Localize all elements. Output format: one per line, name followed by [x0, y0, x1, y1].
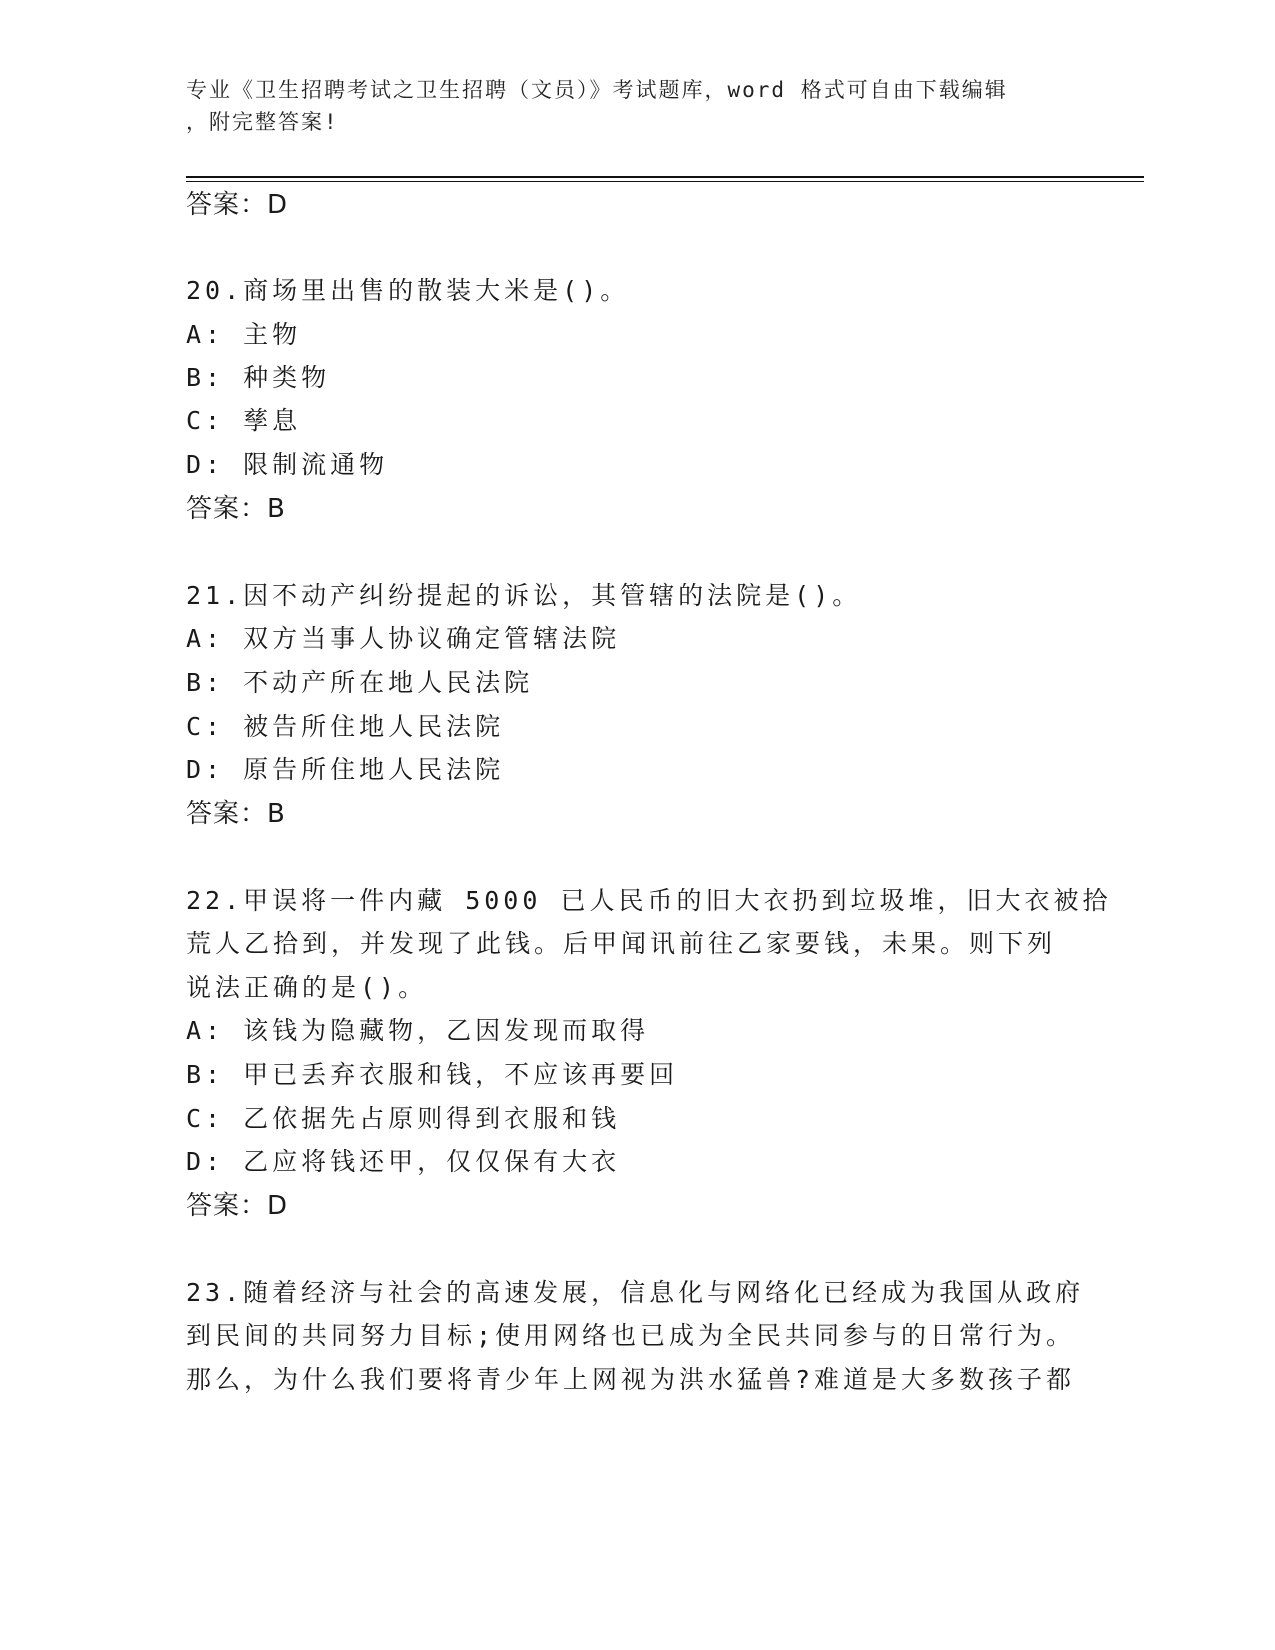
question-20-option-a: A: 主物	[186, 320, 302, 349]
answer-19: 答案：D	[186, 190, 289, 220]
question-23-stem-line-1: 23.随着经济与社会的高速发展，信息化与网络化已经成为我国从政府	[186, 1278, 1085, 1307]
question-22-option-a: A: 该钱为隐藏物，乙因发现而取得	[186, 1016, 650, 1045]
header-line-2: ，附完整答案!	[186, 110, 339, 134]
document-header	[186, 74, 1066, 138]
question-21-stem: 21.因不动产纠纷提起的诉讼，其管辖的法院是()。	[186, 581, 862, 610]
question-23-stem-line-2: 到民间的共同努力目标;使用网络也已成为全民共同参与的日常行为。	[186, 1321, 1076, 1350]
answer-20: 答案：B	[186, 494, 286, 524]
question-20-stem: 20.商场里出售的散装大米是()。	[186, 276, 630, 305]
header-line-1: 专业《卫生招聘考试之卫生招聘（文员）》考试题库，word 格式可自由下载编辑	[186, 78, 1008, 102]
question-22-option-d: D: 乙应将钱还甲，仅仅保有大衣	[186, 1147, 621, 1176]
answer-22: 答案：D	[186, 1191, 289, 1221]
header-divider-thin	[186, 181, 1144, 182]
question-21-option-a: A: 双方当事人协议确定管辖法院	[186, 624, 621, 653]
question-20-option-c: C: 孳息	[186, 406, 302, 435]
question-23-stem-line-3: 那么，为什么我们要将青少年上网视为洪水猛兽?难道是大多数孩子都	[186, 1365, 1076, 1394]
question-20-option-b: B: 种类物	[186, 363, 331, 392]
question-21-option-d: D: 原告所住地人民法院	[186, 755, 505, 784]
question-22-option-b: B: 甲已丢弃衣服和钱，不应该再要回	[186, 1060, 679, 1089]
question-21-option-b: B: 不动产所在地人民法院	[186, 668, 534, 697]
question-20-option-d: D: 限制流通物	[186, 450, 389, 479]
question-22-option-c: C: 乙依据先占原则得到衣服和钱	[186, 1104, 621, 1133]
question-22-stem-line-2: 荒人乙拾到，并发现了此钱。后甲闻讯前往乙家要钱，未果。则下列	[186, 929, 1057, 958]
question-21-option-c: C: 被告所住地人民法院	[186, 712, 505, 741]
question-22-stem-line-3: 说法正确的是()。	[186, 973, 428, 1002]
header-divider-thick	[186, 176, 1144, 178]
answer-21: 答案：B	[186, 799, 286, 829]
question-22-stem-line-1: 22.甲误将一件内藏 5000 已人民币的旧大衣扔到垃圾堆，旧大衣被拾	[186, 886, 1112, 915]
